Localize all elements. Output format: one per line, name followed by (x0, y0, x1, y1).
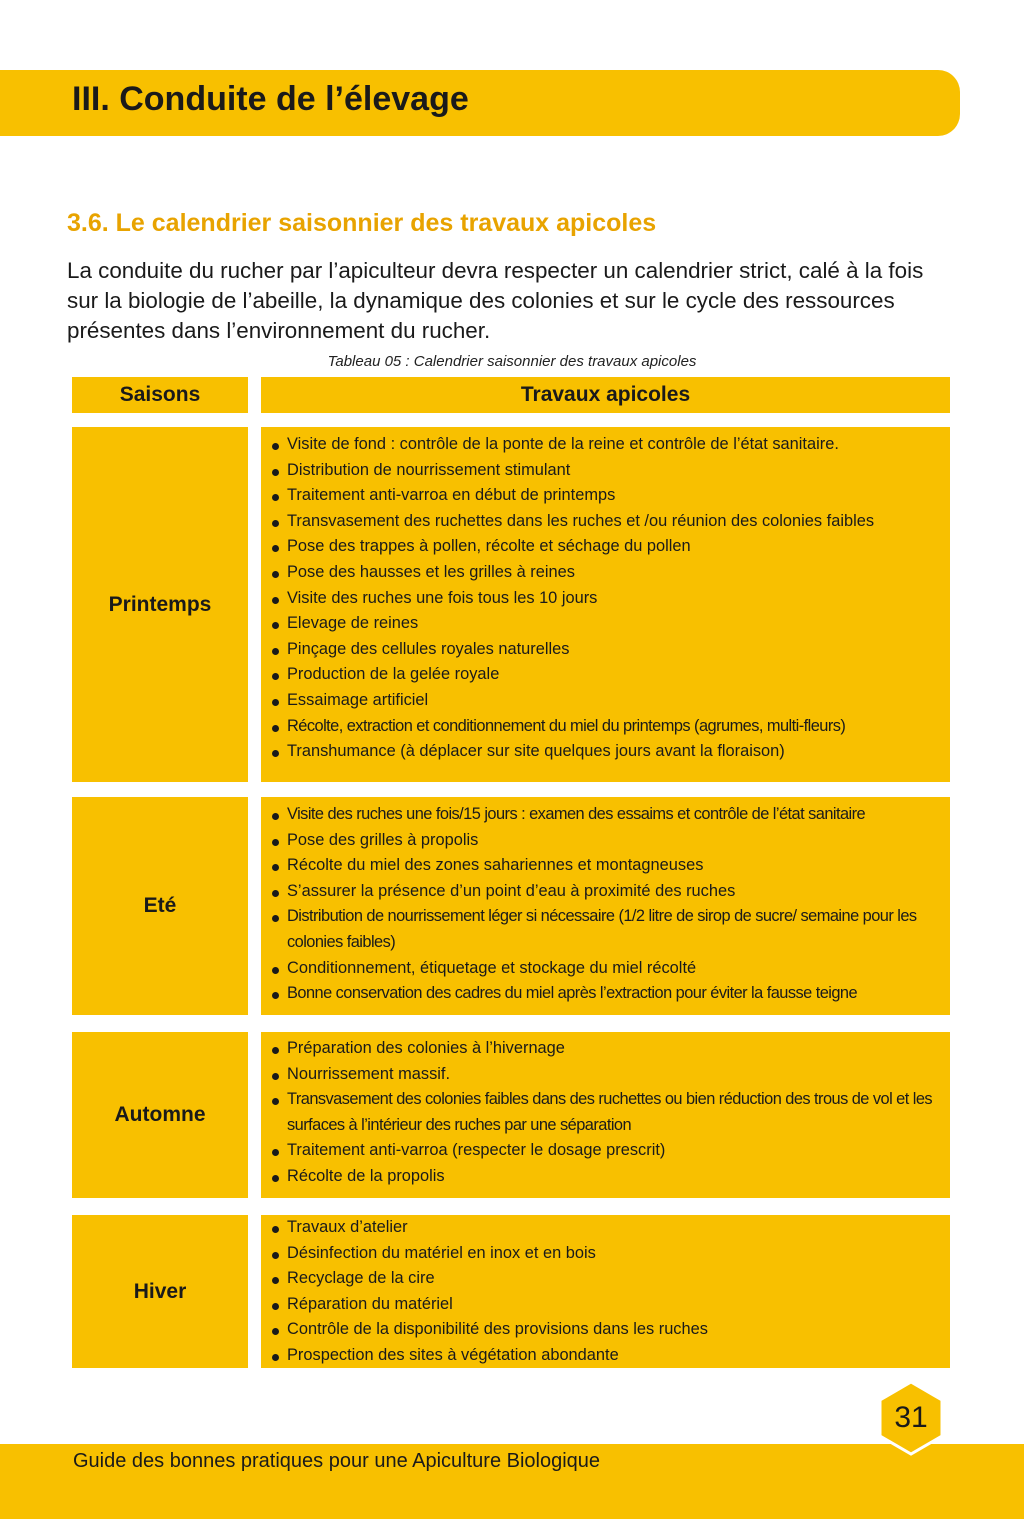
list-item: Récolte du miel des zones sahariennes et montagneuses (269, 853, 946, 879)
intro-paragraph: La conduite du rucher par l’apiculteur devra respecter un calendrier strict, calé à la fois sur la biologie de l’abeille, la dynamique des colonies et sur le cycle des ressources présentes dans l’environnement du rucher. (67, 258, 924, 343)
tasks-cell-automne (261, 1032, 950, 1198)
list-item: Pose des hausses et les grilles à reines (269, 560, 946, 586)
list-item: Transvasement des ruchettes dans les ruches et /ou réunion des colonies faibles (269, 509, 946, 535)
list-item: Récolte, extraction et conditionnement du miel du printemps (agrumes, multi-fleurs) (269, 714, 946, 740)
list-item: Prospection des sites à végétation abondante (269, 1343, 946, 1369)
chapter-title: III. Conduite de l’élevage (72, 80, 469, 118)
list-item: Distribution de nourrissement léger si nécessaire (1/2 litre de sirop de sucre/ semaine pour les colonies faibles) (269, 904, 946, 955)
list-item: Visite des ruches une fois/15 jours : examen des essaims et contrôle de l’état sanitaire (269, 802, 946, 828)
season-cell-printemps (72, 427, 248, 782)
list-item: Distribution de nourrissement stimulant (269, 458, 946, 484)
season-name: Printemps (108, 592, 212, 616)
list-item: Pose des grilles à propolis (269, 828, 946, 854)
list-item: Désinfection du matériel en inox et en bois (269, 1241, 946, 1267)
list-item: S’assurer la présence d’un point d’eau à proximité des ruches (269, 879, 946, 905)
season-cell-hiver (72, 1215, 248, 1368)
list-item: Travaux d’atelier (269, 1215, 946, 1241)
tasks-cell-printemps (261, 427, 950, 782)
tasks-cell-ete (261, 797, 950, 1015)
task-list (269, 432, 946, 765)
header-seasons: Saisons (72, 377, 248, 413)
page-number: 31 (894, 1401, 928, 1434)
season-cell-ete (72, 797, 248, 1015)
tasks-cell-hiver (261, 1215, 950, 1368)
section-title: 3.6. Le calendrier saisonnier des travaux apicoles (67, 209, 657, 237)
list-item: Pinçage des cellules royales naturelles (269, 637, 946, 663)
season-cell-automne (72, 1032, 248, 1198)
list-item: Traitement anti-varroa (respecter le dosage prescrit) (269, 1138, 946, 1164)
table-caption: Tableau 05 : Calendrier saisonnier des travaux apicoles (327, 353, 697, 370)
list-item: Recyclage de la cire (269, 1266, 946, 1292)
task-list (269, 1215, 946, 1369)
task-list (269, 802, 946, 1007)
list-item: Production de la gelée royale (269, 662, 946, 688)
list-item: Visite de fond : contrôle de la ponte de la reine et contrôle de l’état sanitaire. (269, 432, 946, 458)
list-item: Transhumance (à déplacer sur site quelques jours avant la floraison) (269, 739, 946, 765)
season-name: Automne (114, 1103, 206, 1126)
list-item: Conditionnement, étiquetage et stockage du miel récolté (269, 956, 946, 982)
list-item: Essaimage artificiel (269, 688, 946, 714)
list-item: Préparation des colonies à l’hivernage (269, 1036, 946, 1062)
season-name: Hiver (133, 1279, 187, 1303)
list-item: Bonne conservation des cadres du miel après l’extraction pour éviter la fausse teigne (269, 981, 946, 1007)
footer-text: Guide des bonnes pratiques pour une Apiculture Biologique (73, 1450, 601, 1472)
list-item: Récolte de la propolis (269, 1164, 946, 1190)
season-name: Eté (143, 894, 177, 917)
list-item: Pose des trappes à pollen, récolte et séchage du pollen (269, 534, 946, 560)
list-item: Réparation du matériel (269, 1292, 946, 1318)
list-item: Visite des ruches une fois tous les 10 jours (269, 586, 946, 612)
header-works: Travaux apicoles (261, 377, 950, 413)
list-item: Traitement anti-varroa en début de printemps (269, 483, 946, 509)
list-item: Transvasement des colonies faibles dans des ruchettes ou bien réduction des trous de vol et les surfaces à l’intérieur des ruches par une séparation (269, 1087, 946, 1138)
list-item: Contrôle de la disponibilité des provisions dans les ruches (269, 1317, 946, 1343)
task-list (269, 1036, 946, 1190)
list-item: Elevage de reines (269, 611, 946, 637)
list-item: Nourrissement massif. (269, 1062, 946, 1088)
